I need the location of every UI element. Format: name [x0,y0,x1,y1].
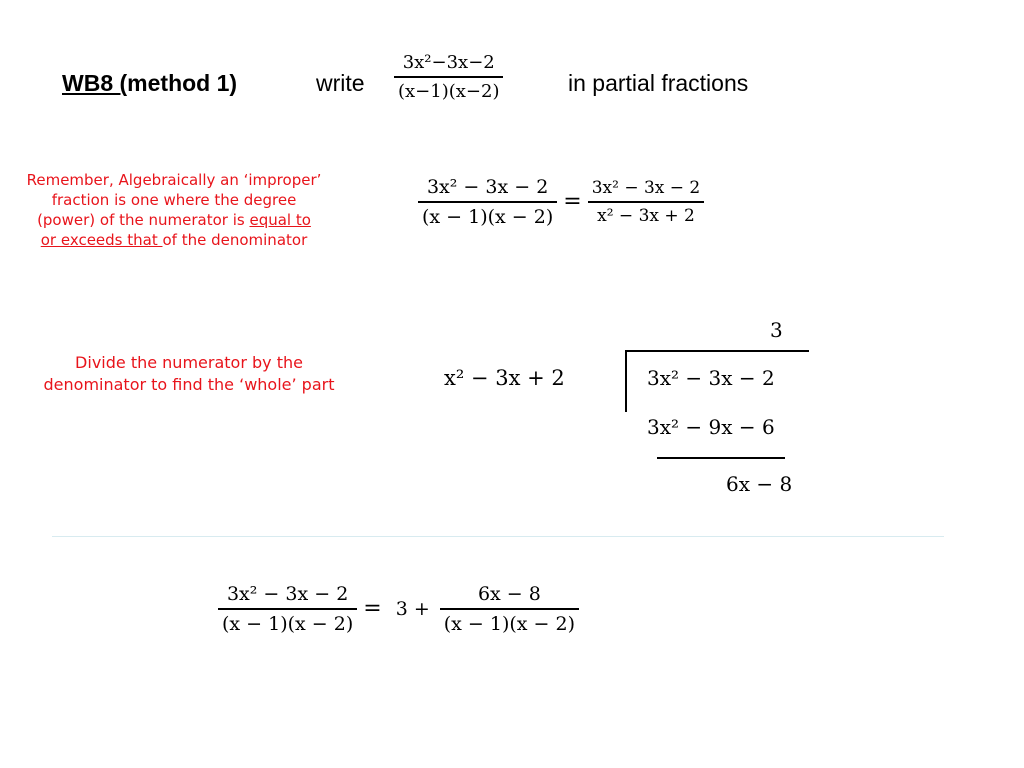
division-bar-left [625,350,627,412]
result-lhs-denominator: (x − 1)(x − 2) [222,612,354,635]
eq1-rhs-numerator: 3x² − 3x − 2 [591,178,701,198]
note2-line2: denominator to find the ‘whole’ part [43,375,335,394]
result-equation [218,583,579,635]
note1-line3a: (power) of the numerator is [37,211,250,229]
result-lhs-numerator: 3x² − 3x − 2 [226,583,349,605]
eq1-lhs-numerator: 3x² − 3x − 2 [426,176,549,198]
divide-note [14,352,364,396]
note1-line2: fraction is one where the degree [51,191,297,209]
page-title [62,70,237,97]
note1-line4a: or exceeds that [40,231,163,249]
note1-line4b: of the denominator [162,231,308,249]
header-denominator: (x−1)(x−2) [398,80,500,102]
note1-line1: Remember, Algebraically an ‘improper’ [26,171,322,189]
note2-line1: Divide the numerator by the [75,353,303,372]
division-subtract-line [657,457,785,459]
division-remainder: 6x − 8 [726,472,793,496]
division-divisor: x² − 3x + 2 [444,366,565,390]
improper-fraction-equation [418,176,704,228]
title-wb8: WB8 ( [62,70,128,96]
division-quotient: 3 [770,318,783,342]
eq1-lhs-denominator: (x − 1)(x − 2) [422,205,554,228]
eq1-rhs-denominator: x² − 3x + 2 [597,205,695,226]
in-partial-fractions-label: in partial fractions [568,70,749,96]
result-whole: 3 + [395,597,430,620]
division-bar-top [625,350,809,352]
title-method: method 1) [127,70,238,96]
result-rhs-numerator: 6x − 8 [477,583,541,605]
result-equals: = [363,596,382,622]
section-divider [52,536,944,537]
header-numerator: 3x²−3x−2 [402,52,495,73]
eq1-equals: = [563,189,582,215]
result-rhs-denominator: (x − 1)(x − 2) [443,612,576,635]
write-label: write [316,70,365,96]
note1-line3b: equal to [249,211,311,229]
header-fraction [394,52,503,102]
division-subtract: 3x² − 9x − 6 [647,415,775,439]
division-dividend: 3x² − 3x − 2 [647,366,775,390]
improper-fraction-note [14,170,334,250]
